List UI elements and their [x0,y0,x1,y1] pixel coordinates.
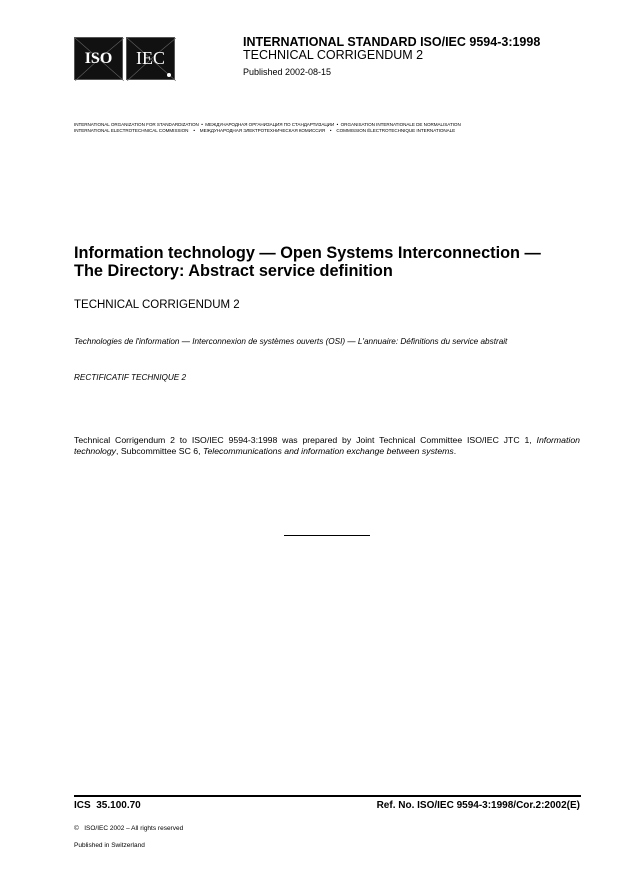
iso-logo [74,37,123,80]
ics-code: ICS 35.100.70 [74,800,141,811]
copyright: © ISO/IEC 2002 – All rights reserved [74,825,184,832]
para-text: . [453,445,457,456]
french-title: Technologies de l'information — Interconnexion de systèmes ouverts (OSI) — L'annuaire: Définitions du service abstrait [74,337,508,346]
separator-line [284,535,370,536]
standard-subtitle: TECHNICAL CORRIGENDUM 2 [243,48,424,62]
iso-logo-text: ISO [84,49,113,67]
title-line-2: The Directory: Abstract service definition [74,262,393,280]
title-line-1: Information technology — Open Systems Interconnection — [74,244,541,262]
para-text: , Subcommittee SC 6, [116,445,203,456]
published-date: Published 2002-08-15 [243,67,332,77]
rectificatif-label: RECTIFICATIF TECHNIQUE 2 [74,373,187,382]
para-italic: Information technology [74,435,580,456]
para-italic: Telecommunications and information exchange between systems [202,445,454,456]
footer-rule [74,795,581,797]
standard-title: INTERNATIONAL STANDARD ISO/IEC 9594-3:1998 [243,35,541,49]
corrigendum-label: TECHNICAL CORRIGENDUM 2 [74,299,240,311]
organizations-line-2: INTERNATIONAL ELECTROTECHNICAL COMMISSION • МЕЖДУНАРОДНАЯ ЭЛЕКТРОТЕХНИЧЕСКАЯ КОМИССИЯ • COMMISSION ÉLECTROTECHNIQUE INTERNATIONALE [74,128,456,133]
document-title [74,244,574,280]
reference-number: Ref. No. ISO/IEC 9594-3:1998/Cor.2:2002(E) [376,800,580,811]
iec-logo [126,37,175,80]
published-in: Published in Switzerland [74,842,145,849]
foreword-paragraph [74,435,580,456]
organizations-line-1: INTERNATIONAL ORGANIZATION FOR STANDARDIZATION • МЕЖДУНАРОДНАЯ ОРГАНИЗАЦИЯ ПО СТАНДАРТИЗАЦИИ • ORGANISATION INTERNATIONALE DE NORMALISATION [74,122,461,127]
iec-logo-text: IEC [136,48,165,68]
para-text: Technical Corrigendum 2 to ISO/IEC 9594-3:1998 was prepared by Joint Technical Committee ISO/IEC JTC 1, [74,435,537,445]
